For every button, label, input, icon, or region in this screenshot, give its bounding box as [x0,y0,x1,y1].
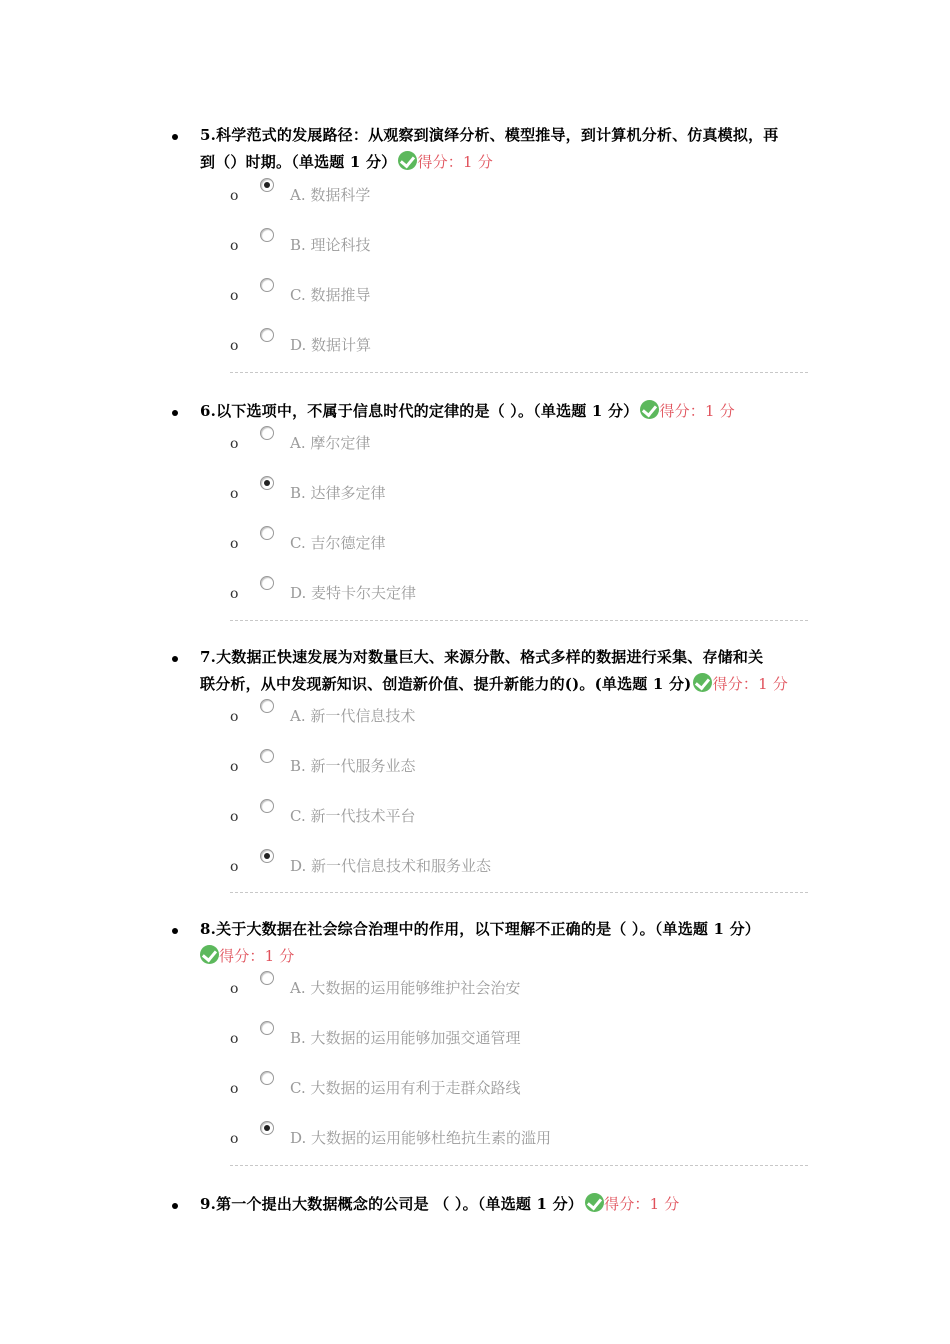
radio-button[interactable] [260,526,274,540]
question-number: 8. [200,920,217,938]
bullet-icon [172,928,178,934]
bullet-icon [172,134,178,140]
option-bullet-icon: o [230,436,239,452]
question-text [200,1191,812,1218]
question-text [200,916,812,970]
option-label: A. 新一代信息技术 [290,707,416,725]
option-bullet-icon: o [230,1131,239,1147]
option-bullet-icon: o [230,859,239,875]
option-label: C. 数据推导 [290,286,371,304]
option-label: B. 大数据的运用能够加强交通管理 [290,1029,521,1047]
option-label: C. 大数据的运用有利于走群众路线 [290,1079,521,1097]
question-number: 9. [200,1195,217,1213]
question-text-line: 以下选项中，不属于信息时代的定律的是（ ）。（单选题 1 分） [216,402,639,420]
radio-button[interactable] [260,1121,274,1135]
question-text-line: 科学范式的发展路径：从观察到演绎分析、模型推导，到计算机分析、仿真模拟，再 [216,126,779,144]
option-bullet-icon: o [230,486,239,502]
score-label: 得分：1 分 [219,947,295,965]
question-text [200,644,812,698]
separator [230,892,808,893]
option-label: C. 新一代技术平台 [290,807,416,825]
radio-button[interactable] [260,1021,274,1035]
option-bullet-icon: o [230,338,239,354]
separator [230,1165,808,1166]
option-label: D. 新一代信息技术和服务业态 [290,857,492,875]
check-icon [693,673,712,692]
option-bullet-icon: o [230,1081,239,1097]
bullet-icon [172,656,178,662]
option-label: C. 吉尔德定律 [290,534,386,552]
radio-button[interactable] [260,799,274,813]
question-text [200,398,812,425]
question-number: 7. [200,648,217,666]
option-bullet-icon: o [230,238,239,254]
radio-button[interactable] [260,1071,274,1085]
option-bullet-icon: o [230,759,239,775]
option-bullet-icon: o [230,586,239,602]
option-label: B. 达律多定律 [290,484,386,502]
question-number: 6. [200,402,217,420]
option-label: D. 数据计算 [290,336,372,354]
option-bullet-icon: o [230,809,239,825]
question-text [200,122,812,176]
check-icon [200,945,219,964]
option-bullet-icon: o [230,709,239,725]
radio-button[interactable] [260,278,274,292]
option-bullet-icon: o [230,536,239,552]
check-icon [640,400,659,419]
option-label: A. 大数据的运用能够维护社会治安 [290,979,521,997]
question-text-line: 到（）时期。（单选题 1 分） [200,153,397,171]
option-bullet-icon: o [230,288,239,304]
option-label: B. 理论科技 [290,236,371,254]
question-text-line: 联分析，从中发现新知识、创造新价值、提升新能力的()。(单选题 1 分) [200,675,692,693]
radio-button[interactable] [260,849,274,863]
option-label: A. 数据科学 [290,186,371,204]
question-number: 5. [200,126,217,144]
question-text-line: 第一个提出大数据概念的公司是 （ ）。（单选题 1 分） [216,1195,583,1213]
radio-button[interactable] [260,426,274,440]
radio-button[interactable] [260,749,274,763]
option-label: D. 麦特卡尔夫定律 [290,584,417,602]
bullet-icon [172,410,178,416]
question-text-line: 大数据正快速发展为对数量巨大、来源分散、格式多样的数据进行采集、存储和关 [216,648,764,666]
separator [230,372,808,373]
option-label: B. 新一代服务业态 [290,757,416,775]
radio-button[interactable] [260,971,274,985]
check-icon [398,151,417,170]
score-label: 得分：1 分 [659,402,735,420]
bullet-icon [172,1203,178,1209]
option-bullet-icon: o [230,188,239,204]
option-bullet-icon: o [230,1031,239,1047]
radio-button[interactable] [260,476,274,490]
radio-button[interactable] [260,228,274,242]
score-label: 得分：1 分 [417,153,493,171]
option-label: D. 大数据的运用能够杜绝抗生素的滥用 [290,1129,552,1147]
check-icon [585,1193,604,1212]
radio-button[interactable] [260,576,274,590]
option-label: A. 摩尔定律 [290,434,371,452]
score-label: 得分：1 分 [604,1195,680,1213]
question-text-line: 关于大数据在社会综合治理中的作用，以下理解不正确的是（ ）。（单选题 1 分） [216,920,760,938]
radio-button[interactable] [260,178,274,192]
radio-button[interactable] [260,328,274,342]
separator [230,620,808,621]
radio-button[interactable] [260,699,274,713]
option-bullet-icon: o [230,981,239,997]
score-label: 得分：1 分 [712,675,788,693]
